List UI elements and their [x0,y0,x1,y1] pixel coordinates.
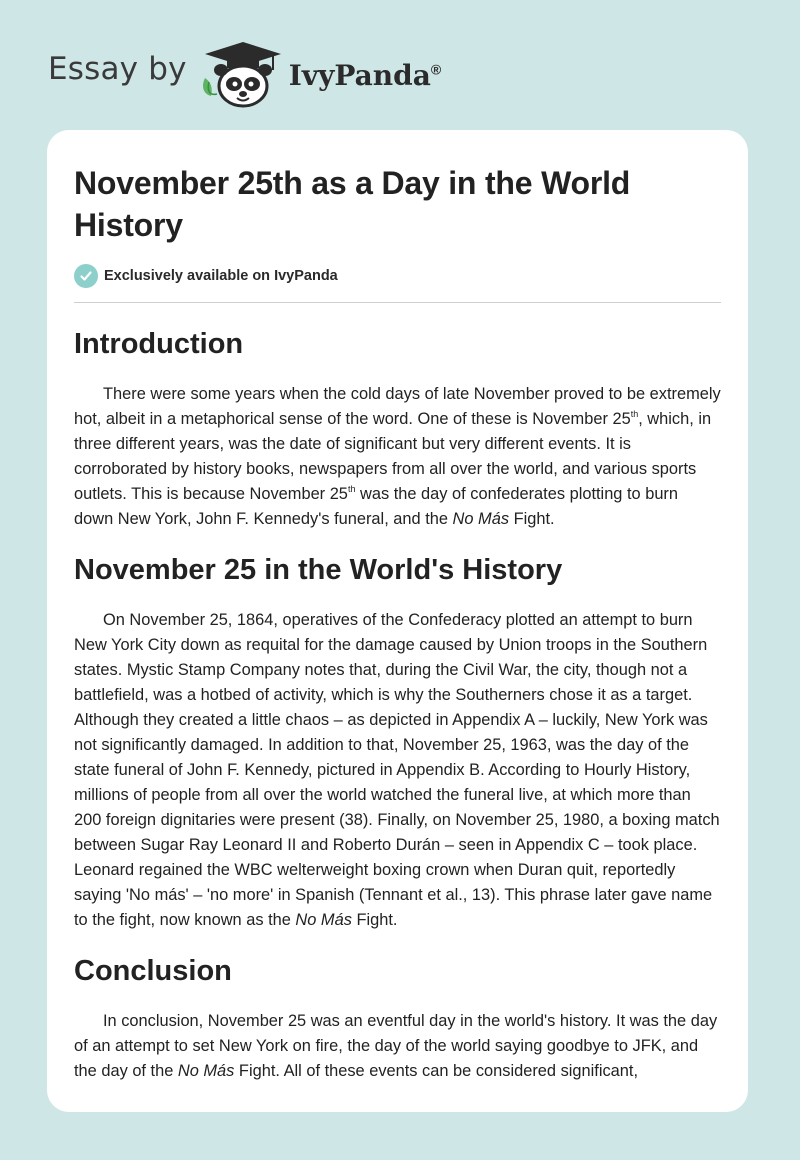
section-heading-conclusion: Conclusion [74,955,232,987]
brand-name[interactable]: IvyPanda® [288,58,442,92]
section-heading-history: November 25 in the World's History [74,554,563,586]
essay-card [47,130,748,1112]
essay-by-label: Essay by [48,51,187,87]
history-paragraph: On November 25, 1864, operatives of the Confederacy plotted an attempt to burn New York City down as requital for the damage caused by Union troops in the Southern states. Mystic Stamp Company notes that, during the Civil War, the city, though not a battlefield, was a hotbed of activity, which is why the Southerners chose it as a target. Although they created a little chaos – as depicted in Appendix A – luckily, New York was not significantly damaged. In addition to that, November 25, 1963, was the day of the state funeral of John F. Kennedy, pictured in Appendix B. According to Hourly History, millions of people from all over the world watched the funeral live, at which more than 200 foreign dignitaries were present (38). Finally, on November 25, 1980, a boxing match between Sugar Ray Leonard II and Roberto Durán – seen in Appendix C – took place. Leonard regained the WBC welterweight boxing crown when Duran quit, reportedly saying 'No más' – 'no more' in Spanish (Tennant et al., 13). This phrase later gave name to the fight, now known as the No Más Fight. [74,611,720,929]
site-header [48,38,441,110]
divider [74,302,721,303]
intro-paragraph: There were some years when the cold days of late November proved to be extremely hot, albeit in a metaphorical sense of the word. One of these is November 25th, which, in three different years, was the date of significant but very different events. It is corroborated by history books, newspapers from all over the world, and various sports outlets. This is because November 25th was the day of confederates plotting to burn down New York, John F. Kennedy's funeral, and the No Más Fight. [74,385,721,528]
exclusive-text: Exclusively available on IvyPanda [104,268,338,284]
exclusive-badge [74,264,721,288]
section-heading-introduction: Introduction [74,328,244,360]
essay-title: November 25th as a Day in the World History [74,165,631,243]
conclusion-paragraph: In conclusion, November 25 was an eventful day in the world's history. It was the day of an attempt to set New York on fire, the day of the world saying goodbye to JFK, and the day of the No Más Fight. All of these events can be considered significant, [74,1012,718,1080]
ivypanda-logo-icon[interactable] [199,38,287,110]
check-icon [74,264,98,288]
